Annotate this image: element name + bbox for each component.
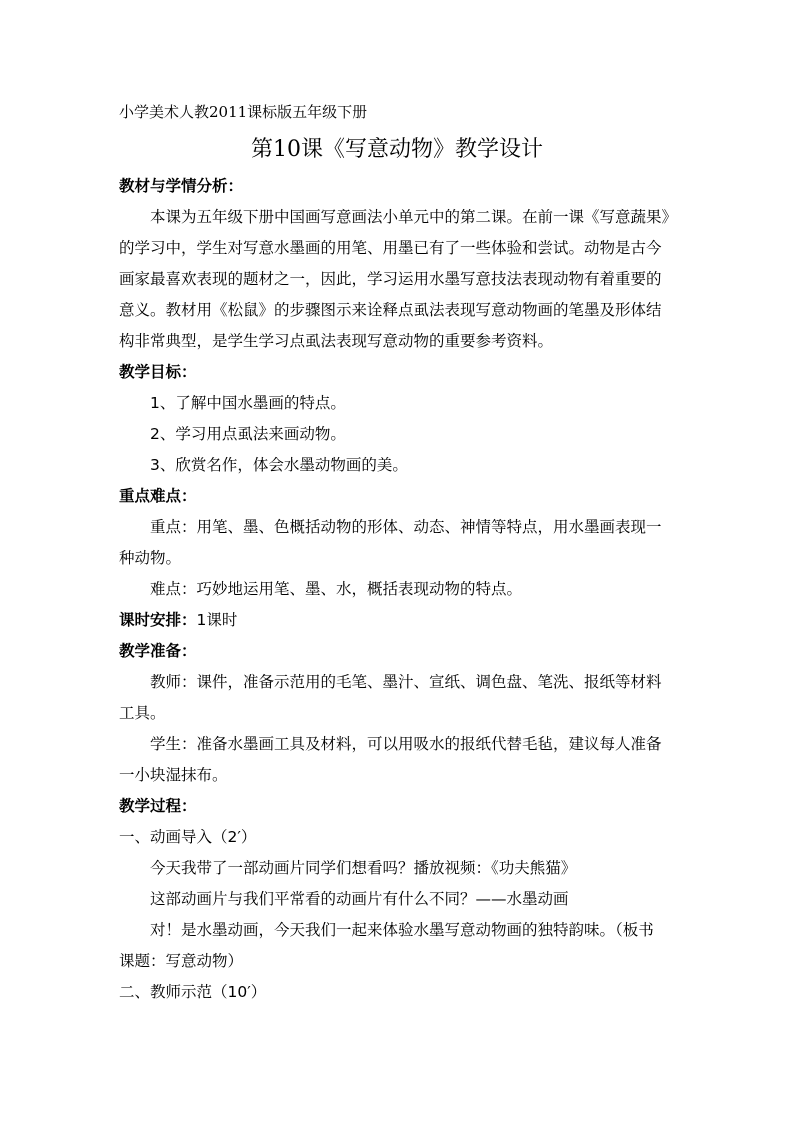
keypoints-line: 重点：用笔、墨、色概括动物的形体、动态、神情等特点，用水墨画表现一: [150, 518, 662, 536]
analysis-line: 的学习中，学生对写意水墨画的用笔、用墨已有了一些体验和尝试。动物是古今: [119, 239, 662, 257]
prep-line: 学生：准备水墨画工具及材料，可以用吸水的报纸代替毛毡，建议每人准备: [150, 735, 662, 753]
process-heading: 教学过程：: [119, 797, 197, 815]
document-title: 第10课《写意动物》教学设计: [251, 137, 543, 162]
schedule-line: [119, 610, 237, 630]
analysis-line: 构非常典型，是学生学习点虱法表现写意动物的重要参考资料。: [119, 332, 554, 350]
prep-line: 教师：课件，准备示范用的毛笔、墨汁、宣纸、调色盘、笔洗、报纸等材料: [150, 673, 662, 691]
analysis-line: 画家最喜欢表现的题材之一，因此，学习运用水墨写意技法表现动物有着重要的: [119, 270, 662, 288]
schedule-heading: 课时安排：: [119, 611, 197, 629]
analysis-line: 意义。教材用《松鼠》的步骤图示来诠释点虱法表现写意动物画的笔墨及形体结: [119, 301, 662, 319]
prep-line: 工具。: [119, 704, 166, 722]
schedule-value: 1课时: [196, 611, 238, 629]
process-line: 对！是水墨动画，今天我们一起来体验水墨写意动物画的独特韵味。（板书: [150, 921, 654, 939]
process-step-2: 二、教师示范（10′）: [119, 983, 267, 1001]
analysis-line: 本课为五年级下册中国画写意画法小单元中的第二课。在前一课《写意蔬果》: [150, 208, 678, 226]
process-line: 今天我带了一部动画片同学们想看吗？播放视频：《功夫熊猫》: [150, 859, 577, 877]
goals-heading: 教学目标：: [119, 363, 197, 381]
keypoints-line: 难点：巧妙地运用笔、墨、水，概括表现动物的特点。: [150, 580, 523, 598]
analysis-heading: 教材与学情分析：: [119, 177, 244, 195]
prep-heading: 教学准备：: [119, 642, 197, 660]
process-line: 这部动画片与我们平常看的动画片有什么不同？——水墨动画: [150, 890, 569, 908]
keypoints-heading: 重点难点：: [119, 487, 197, 505]
process-step-1: 一、动画导入（2′）: [119, 828, 257, 846]
prep-line: 一小块湿抹布。: [119, 766, 228, 784]
goal-item: 1、了解中国水墨画的特点。: [150, 394, 346, 412]
keypoints-line: 种动物。: [119, 549, 182, 567]
goal-item: 2、学习用点虱法来画动物。: [150, 425, 346, 443]
goal-item: 3、欣赏名作，体会水墨动物画的美。: [150, 456, 408, 474]
document-header: 小学美术人教2011课标版五年级下册: [119, 103, 368, 121]
process-line: 课题：写意动物）: [119, 952, 244, 970]
